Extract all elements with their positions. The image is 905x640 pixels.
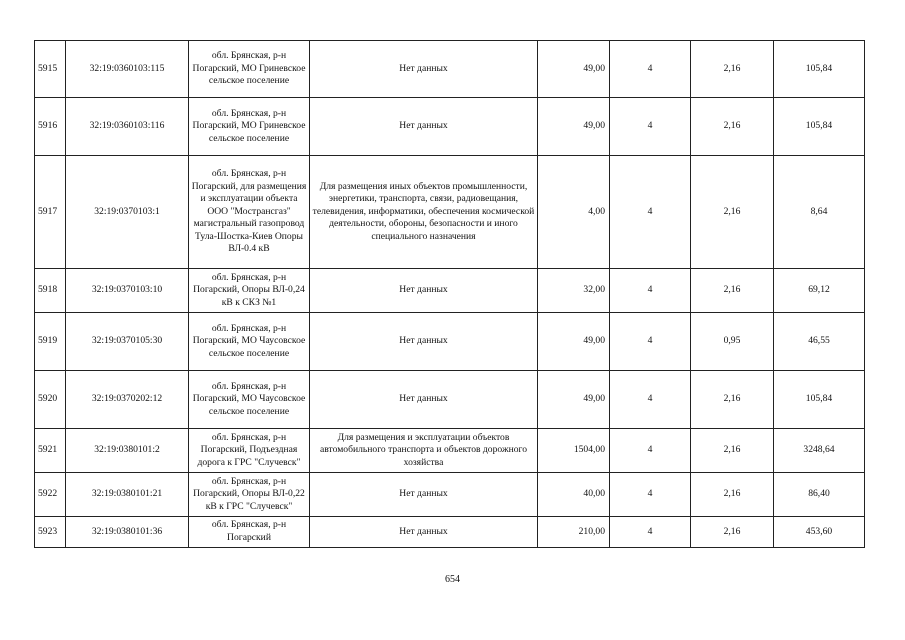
rate: 2,16 (691, 98, 774, 156)
address: обл. Брянская, р-н Погарский, Подъездная дорога к ГРС "Случевск" (189, 429, 310, 473)
table-row (35, 473, 865, 517)
area: 1504,00 (538, 429, 610, 473)
cadastral-number: 32:19:0380101:21 (66, 473, 189, 517)
land-registry-table (34, 40, 865, 548)
category: 4 (610, 429, 691, 473)
area: 49,00 (538, 313, 610, 371)
row-number: 5921 (35, 429, 66, 473)
cadastral-value: 3248,64 (774, 429, 865, 473)
category: 4 (610, 371, 691, 429)
purpose: Для размещения иных объектов промышленности, энергетики, транспорта, связи, радиовещания, телевидения, информатики, обеспечения космической деятельности, обороны, безопасности и иного специального назначения (310, 156, 538, 269)
cadastral-number: 32:19:0380101:2 (66, 429, 189, 473)
address: обл. Брянская, р-н Погарский, МО Гриневское сельское поселение (189, 41, 310, 98)
table-row (35, 371, 865, 429)
rate: 2,16 (691, 41, 774, 98)
table-row (35, 269, 865, 313)
purpose: Нет данных (310, 313, 538, 371)
table-row (35, 517, 865, 548)
cadastral-number: 32:19:0380101:36 (66, 517, 189, 548)
area: 32,00 (538, 269, 610, 313)
row-number: 5919 (35, 313, 66, 371)
rate: 2,16 (691, 371, 774, 429)
cadastral-value: 86,40 (774, 473, 865, 517)
cadastral-number: 32:19:0370105:30 (66, 313, 189, 371)
cadastral-value: 453,60 (774, 517, 865, 548)
area: 49,00 (538, 371, 610, 429)
category: 4 (610, 313, 691, 371)
rate: 2,16 (691, 517, 774, 548)
purpose: Для размещения и эксплуатации объектов автомобильного транспорта и объектов дорожного хозяйства (310, 429, 538, 473)
category: 4 (610, 517, 691, 548)
cadastral-value: 105,84 (774, 41, 865, 98)
purpose: Нет данных (310, 371, 538, 429)
address: обл. Брянская, р-н Погарский, Опоры ВЛ-0,22 кВ к ГРС "Случевск" (189, 473, 310, 517)
table-row (35, 313, 865, 371)
cadastral-value: 8,64 (774, 156, 865, 269)
area: 40,00 (538, 473, 610, 517)
table-row (35, 98, 865, 156)
address: обл. Брянская, р-н Погарский, МО Чаусовское сельское поселение (189, 371, 310, 429)
purpose: Нет данных (310, 473, 538, 517)
area: 4,00 (538, 156, 610, 269)
purpose: Нет данных (310, 517, 538, 548)
table-row (35, 41, 865, 98)
cadastral-number: 32:19:0360103:116 (66, 98, 189, 156)
cadastral-number: 32:19:0370103:1 (66, 156, 189, 269)
table-row (35, 156, 865, 269)
row-number: 5918 (35, 269, 66, 313)
area: 210,00 (538, 517, 610, 548)
purpose: Нет данных (310, 41, 538, 98)
rate: 2,16 (691, 429, 774, 473)
cadastral-number: 32:19:0360103:115 (66, 41, 189, 98)
row-number: 5923 (35, 517, 66, 548)
cadastral-number: 32:19:0370103:10 (66, 269, 189, 313)
category: 4 (610, 269, 691, 313)
rate: 2,16 (691, 156, 774, 269)
category: 4 (610, 98, 691, 156)
cadastral-value: 69,12 (774, 269, 865, 313)
row-number: 5922 (35, 473, 66, 517)
rate: 2,16 (691, 269, 774, 313)
cadastral-value: 105,84 (774, 371, 865, 429)
table-row (35, 429, 865, 473)
area: 49,00 (538, 41, 610, 98)
row-number: 5917 (35, 156, 66, 269)
cadastral-value: 46,55 (774, 313, 865, 371)
category: 4 (610, 41, 691, 98)
address: обл. Брянская, р-н Погарский, для размещения и эксплуатации объекта ООО "Мострансгаз" магистральный газопровод Тула-Шостка-Киев Опоры ВЛ-0.4 кВ (189, 156, 310, 269)
area: 49,00 (538, 98, 610, 156)
category: 4 (610, 473, 691, 517)
category: 4 (610, 156, 691, 269)
row-number: 5915 (35, 41, 66, 98)
rate: 2,16 (691, 473, 774, 517)
page-number: 654 (445, 574, 460, 585)
cadastral-value: 105,84 (774, 98, 865, 156)
address: обл. Брянская, р-н Погарский (189, 517, 310, 548)
purpose: Нет данных (310, 269, 538, 313)
cadastral-number: 32:19:0370202:12 (66, 371, 189, 429)
table-body (35, 41, 865, 548)
address: обл. Брянская, р-н Погарский, Опоры ВЛ-0,24 кВ к СКЗ №1 (189, 269, 310, 313)
row-number: 5916 (35, 98, 66, 156)
row-number: 5920 (35, 371, 66, 429)
purpose: Нет данных (310, 98, 538, 156)
address: обл. Брянская, р-н Погарский, МО Чаусовское сельское поселение (189, 313, 310, 371)
address: обл. Брянская, р-н Погарский, МО Гриневское сельское поселение (189, 98, 310, 156)
rate: 0,95 (691, 313, 774, 371)
